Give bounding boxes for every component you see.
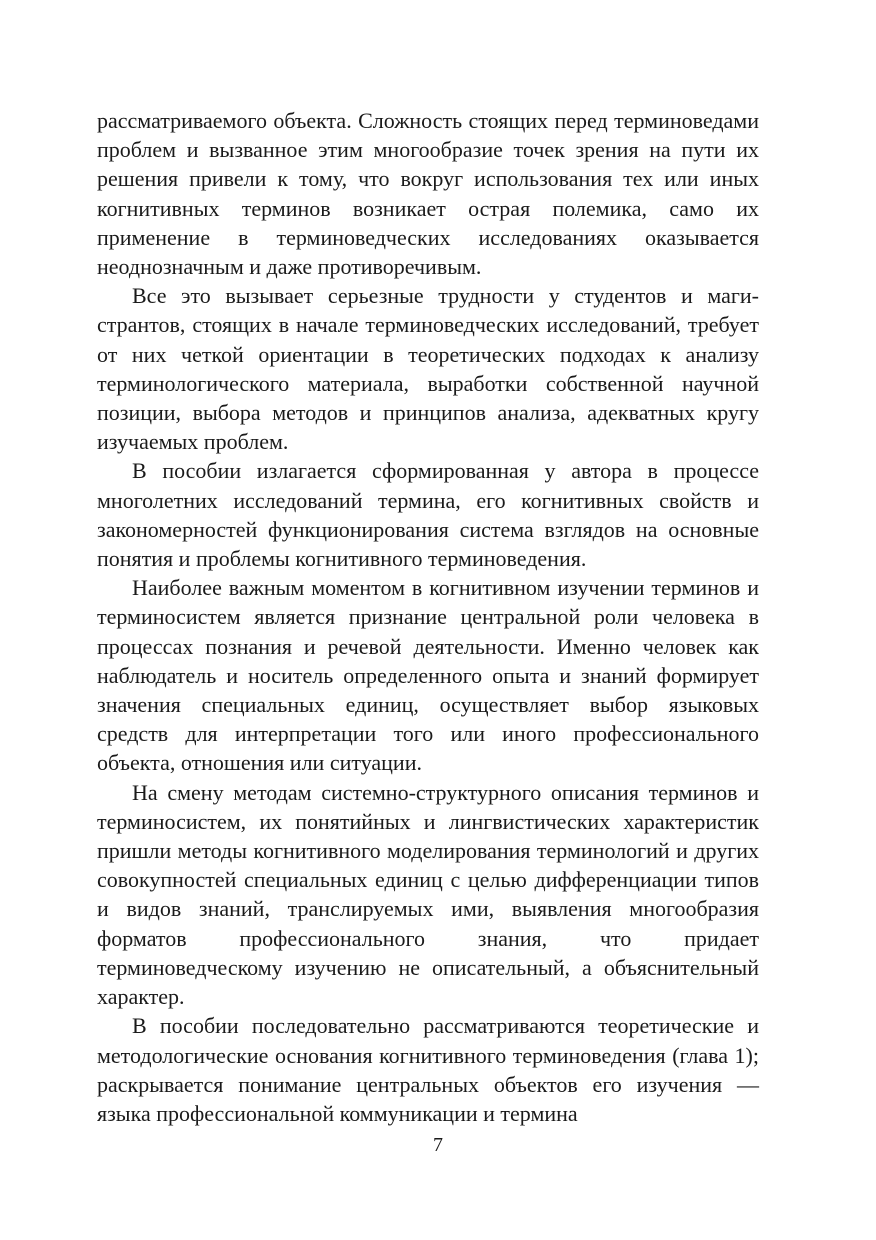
document-body [97,106,759,1128]
paragraph-4: Наиболее важным моментом в когнитивном изучении терминов и терминосистем является признание центральной роли человека в процессах познания и речевой деятельности. Именно человек как наблюдатель и носитель определенного опыта и знаний формирует значения специальных единиц, осуществляет выбор языковых средств для интерпретации того или иного профессионального объекта, отношения или ситуации. [97,575,759,776]
paragraph-3: В пособии излагается сформированная у автора в процессе многолетних исследований термина, его когнитивных свойств и закономерностей функционирования система взглядов на основные понятия и проблемы когнитивного терминоведения. [97,458,759,572]
page-number: 7 [433,1134,443,1156]
paragraph-6: В пособии последовательно рассматриваются теоретические и методологические основания когнитивного терминоведения (глава 1); раскрывается понимание центральных объектов его изучения — языка профессиональной коммуникации и термина [97,1013,759,1126]
paragraph-1: рассматриваемого объекта. Сложность стоящих перед терминоведами проблем и вызванное этим многообразие точек зрения на пути их решения привели к тому, что вокруг использования тех или иных когнитивных терминов возникает острая полемика, само их применение в терминоведческих исследованиях оказывается неоднозначным и даже противоречивым. [97,108,759,280]
paragraph-5: На смену методам системно-структурного описания терминов и терминосистем, их понятийных и лингвистических характеристик пришли методы когнитивного моделирования терминологий и других совокупностей специальных единиц с целью дифференциации типов и видов знаний, транслируемых ими, выявления многообразия форматов профессионального знания, что придает терминоведческому изучению не описательный, а объяснительный характер. [97,779,759,1010]
paragraph-2: Все это вызывает серьезные трудности у студентов и магистрантов, стоящих в начале терминоведческих исследований, требует от них четкой ориентации в теоретических подходах к анализу терминологического материала, выработки собственной научной позиции, выбора методов и принципов анализа, адекватных кругу изучаемых проблем. [97,283,759,455]
